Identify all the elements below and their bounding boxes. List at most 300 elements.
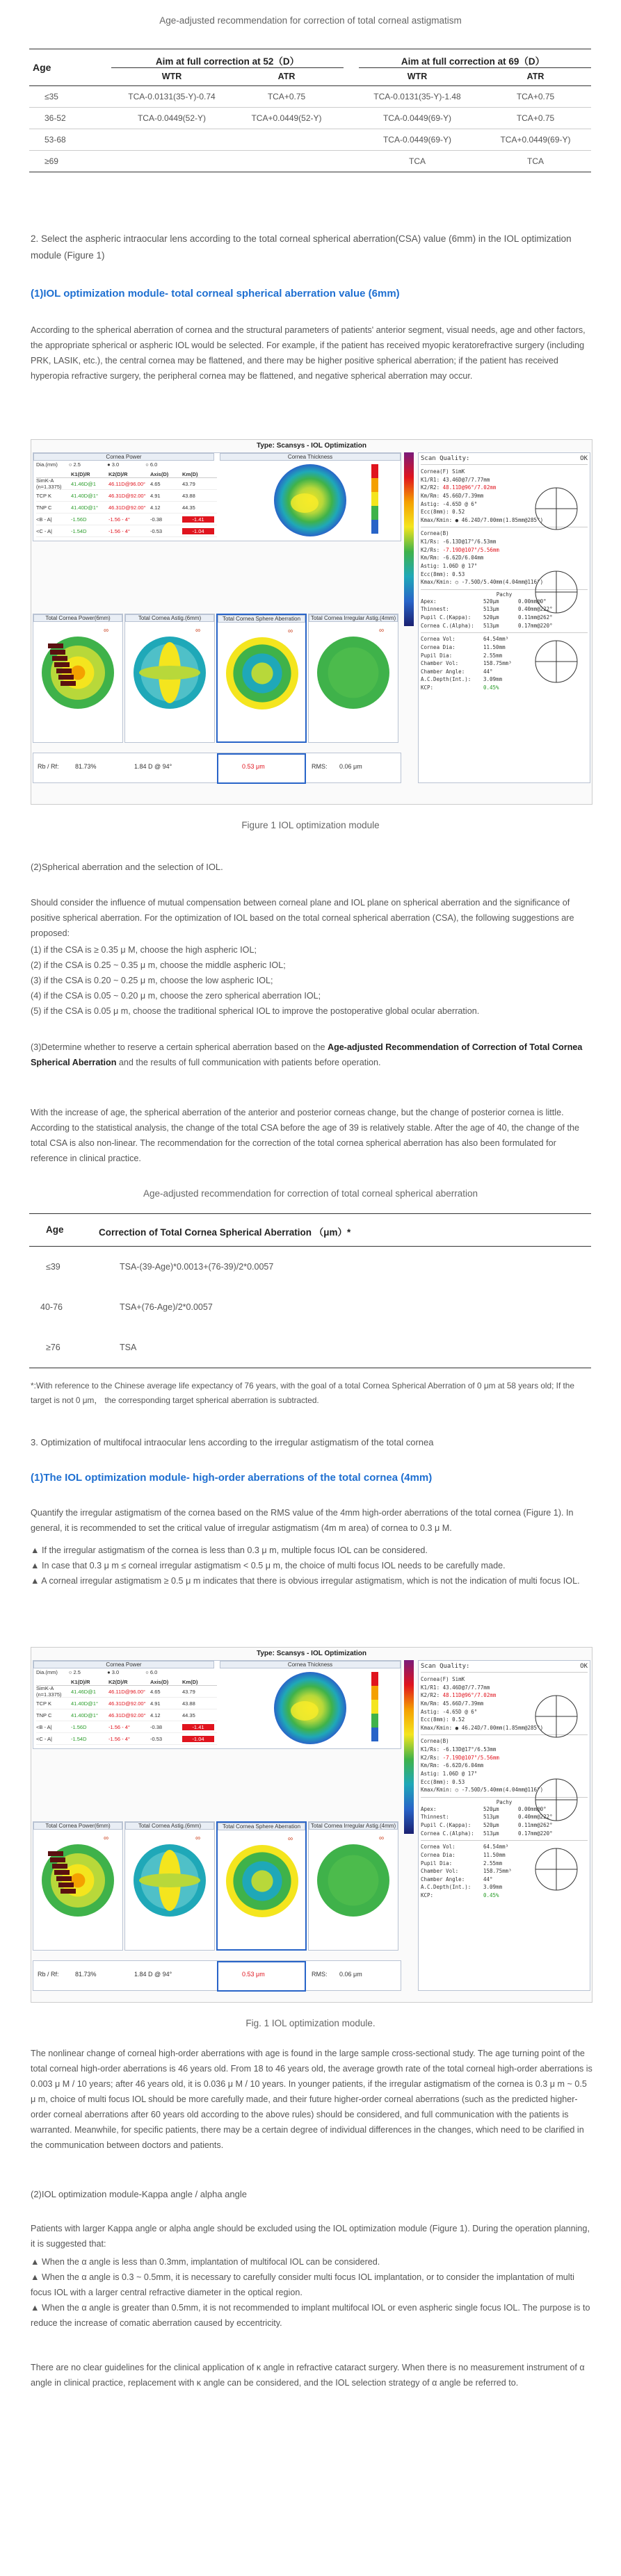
pattern-icon: ∞ — [104, 1835, 109, 1842]
cell: TCA+0.0449(69-Y) — [500, 135, 571, 145]
k2: 46.31D@92.00° — [108, 504, 146, 511]
rb-label: Rb / Rf: — [38, 763, 59, 770]
table1 — [29, 49, 591, 172]
info-value: 48.11D@96°/7.02mm — [442, 1692, 497, 1699]
map-graphic — [126, 624, 213, 728]
pattern-icon: ∞ — [288, 1835, 293, 1843]
axis: -0.38 — [150, 1723, 163, 1730]
k1: 41.40D@1° — [71, 492, 98, 499]
info-line — [421, 538, 588, 546]
table2-caption: Age-adjusted recommendation for correction of total corneal spherical aberration — [143, 1188, 478, 1199]
section-heading: (1)The IOL optimization module- high-order aberrations of the total cornea (4mm) — [31, 1472, 433, 1484]
bullet-list — [31, 1543, 592, 1589]
cell: TCA — [527, 156, 544, 166]
k1: 41.40D@1° — [71, 1700, 98, 1707]
subheading: (2)IOL optimization module-Kappa angle / alpha angle — [31, 2189, 247, 2199]
info-value: -6.62D/6.04mm — [442, 555, 484, 561]
info-value: 1.06D @ 17° — [442, 562, 478, 569]
info-value: -6.13D@17°/6.53mm — [442, 1746, 497, 1753]
cell-age: 53-68 — [45, 135, 66, 145]
astig-value: 1.84 D @ 94° — [134, 763, 172, 770]
k2: -1.56 ‑ 4° — [108, 1735, 130, 1742]
cell: TCA-0.0449(52-Y) — [137, 113, 207, 123]
bullet-list — [31, 2254, 592, 2331]
row-label: SimK-A (n=1.3375) — [36, 1685, 62, 1698]
list-item: (4) if the CSA is 0.05 ~ 0.20 μ m, choose the zero spherical aberration IOL; — [31, 991, 321, 1001]
map-title: Total Cornea Astig.(6mm) — [125, 614, 214, 622]
info-value: 0.17mm@220° — [518, 622, 553, 629]
info-key: Thinnest: — [421, 1814, 449, 1821]
paragraph: Patients with larger Kappa angle or alpha angle should be excluded using the IOL optimization module (Figure 1). During the operation planning, it is suggested that: — [31, 2224, 590, 2249]
rb-label: Rb / Rf: — [38, 1971, 59, 1978]
info-value: -4.65D @ 6° — [442, 1708, 478, 1715]
info-value: 0.00mm@0° — [518, 598, 547, 605]
pattern-icon: ∞ — [195, 1835, 201, 1842]
map-title: Total Cornea Astig.(6mm) — [125, 1822, 214, 1830]
table2-h2: Correction of Total Cornea Spherical Aberration （μm）* — [99, 1227, 351, 1238]
info-key: K1/Rs: — [421, 1746, 440, 1753]
text: and the results of full communication with patients before operation. — [116, 1058, 381, 1068]
thickness-panel — [220, 1661, 401, 1748]
table2-row — [29, 1287, 591, 1327]
k2: -1.56 ‑ 4° — [108, 516, 130, 523]
map-graphic — [309, 1832, 397, 1936]
list-item: (5) if the CSA is 0.05 μ m, choose the traditional spherical IOL to improve the postoperative global ocular aberration. — [31, 1006, 480, 1017]
power-row — [36, 502, 217, 514]
thickness-map — [220, 1669, 401, 1747]
info-line — [421, 468, 588, 476]
info-key: Kmax/Kmin: — [421, 516, 453, 523]
info-value: 11.50mm — [483, 1851, 506, 1858]
info-key: Ecc(8mm): — [421, 509, 449, 516]
k2: 46.31D@92.00° — [108, 1712, 146, 1718]
info-key: Pupil Dia: — [421, 1860, 453, 1867]
info-value: 11.50mm — [483, 643, 506, 650]
cell-age: ≥69 — [45, 156, 58, 166]
rms-value: 0.06 μm — [339, 763, 362, 770]
info-value: 64.54mm³ — [483, 636, 509, 643]
info-key: K2/R2: — [421, 484, 440, 491]
info-line — [421, 1675, 588, 1684]
map-graphic — [218, 1832, 306, 1937]
info-key: Pupil C.(Kappa): — [421, 614, 471, 621]
col-header: Axis(D) — [150, 471, 169, 477]
table1-wtr1: WTR — [161, 72, 182, 81]
row-label: <B - A| — [36, 1723, 52, 1730]
info-value: ● 46.24D/7.00mm(1.85mm@285°) — [455, 1724, 544, 1731]
cell: TCA-0.0449(69-Y) — [382, 113, 452, 123]
table1-group1: Aim at full correction at 52（D） — [155, 56, 300, 67]
info-value: 520μm — [483, 1822, 499, 1828]
rms-label: RMS: — [312, 1971, 328, 1978]
text: (3)Determine whether to reserve a certain spherical aberration based on the — [31, 1042, 328, 1052]
col-header: Km(D) — [182, 1679, 198, 1685]
info-line — [421, 1830, 588, 1838]
info-key: Kmax/Kmin: — [421, 1787, 453, 1794]
info-value: 158.75mm³ — [483, 1868, 512, 1875]
info-key: Cornea(B) — [421, 530, 449, 537]
table2-h1: Age — [46, 1224, 64, 1235]
aberration-map — [216, 1821, 307, 1951]
row-label: TNP C — [36, 1712, 52, 1718]
k1: 41.40D@1° — [71, 1712, 98, 1718]
info-value: 3.09mm — [483, 676, 503, 683]
axis-diagram — [529, 634, 584, 689]
rb-value: 81.73% — [75, 1971, 97, 1978]
summary-row — [33, 1960, 401, 1991]
info-key: Pupil Dia: — [421, 652, 453, 659]
row-label: <C - A| — [36, 1735, 52, 1742]
row-label: TCP K — [36, 1700, 51, 1707]
power-table — [36, 1679, 217, 1745]
table1-atr2: ATR — [526, 72, 545, 81]
cell: TSA — [120, 1343, 137, 1352]
power-row — [36, 1698, 217, 1709]
paragraph: There are no clear guidelines for the clinical application of κ angle in refractive cataract surgery. When there is no measurement instrument of α angle in clinical practice, replacement with κ angle can be considered, and the IOL selection strategy of α angle be referred to. — [31, 2363, 585, 2388]
section-heading: (1)IOL optimization module- total corneal spherical aberration value (6mm) — [31, 288, 400, 300]
info-value: 513μm — [483, 606, 499, 613]
color-scale — [404, 452, 414, 626]
cell: TSA+(76-Age)/2*0.0057 — [120, 1302, 213, 1312]
info-key: K2/Rs: — [421, 546, 440, 553]
info-value: 158.75mm³ — [483, 660, 512, 667]
table1-atr1: ATR — [277, 72, 296, 81]
row-label: TCP K — [36, 492, 51, 499]
list-item: (2) if the CSA is 0.25 ~ 0.35 μ m, choose the middle aspheric IOL; — [31, 960, 286, 971]
map-title: Total Cornea Power(6mm) — [33, 614, 122, 622]
table1-caption: Age-adjusted recommendation for correction of total corneal astigmatism — [159, 15, 462, 26]
cell: TSA-(39-Age)*0.0013+(76-39)/2*0.0057 — [120, 1262, 274, 1272]
info-key: Cornea(F) SimK — [421, 1676, 465, 1682]
table1-row — [29, 108, 591, 129]
aberration-map — [308, 614, 398, 743]
info-key: Cornea(F) SimK — [421, 468, 465, 475]
info-key: K1/R1: — [421, 1684, 440, 1691]
list-item: (1) if the CSA is ≥ 0.35 μ M, choose the high aspheric IOL; — [31, 945, 257, 955]
k2: 46.31D@92.00° — [108, 1700, 146, 1707]
scan-quality-label: Scan Quality: — [421, 1663, 470, 1670]
cell-age: ≤39 — [46, 1262, 61, 1272]
astig-value: 1.84 D @ 94° — [134, 1971, 172, 1978]
aberration-maps — [33, 1821, 401, 1951]
power-row — [36, 1721, 217, 1733]
info-line — [421, 1746, 588, 1754]
col-header: K2(D)/R — [108, 471, 128, 477]
info-key: Chamber Vol: — [421, 660, 459, 667]
color-scale — [404, 1660, 414, 1834]
info-key: Astig: — [421, 1770, 440, 1777]
col-header: Km(D) — [182, 471, 198, 477]
dia-value: 2.5 — [73, 1669, 81, 1675]
info-line — [421, 546, 588, 555]
info-line — [421, 554, 588, 562]
csa-list — [31, 942, 592, 1019]
axis: -0.53 — [150, 527, 163, 534]
dia-value: 3.0 — [111, 1669, 120, 1675]
info-value: 44° — [483, 1876, 493, 1882]
summary-row — [33, 753, 401, 783]
info-value: 0.52 — [452, 1716, 465, 1723]
map-graphic — [126, 1832, 213, 1936]
info-key: Cornea C.(Alpha): — [421, 622, 474, 629]
info-value: ○ -7.50D/5.40mm(4.04mm@116°) — [455, 579, 544, 586]
info-value: 0.11mm@262° — [518, 1822, 553, 1828]
paragraph: 3. Optimization of multifocal intraocular lens according to the irregular astigmatism of the total cornea — [31, 1437, 434, 1447]
km: -1.04 — [182, 1736, 214, 1742]
info-value: -6.13D@17°/6.53mm — [442, 539, 497, 545]
info-value: 48.11D@96°/7.02mm — [442, 484, 497, 491]
info-key: K1/R1: — [421, 476, 440, 483]
info-panel — [418, 1660, 590, 1991]
aberration-map — [33, 1821, 123, 1951]
map-title: Total Cornea Irregular Astig.(4mm) — [309, 1822, 398, 1830]
dia-selector[interactable] — [36, 1669, 157, 1675]
axis-diagram — [529, 481, 584, 536]
info-value: 2.55mm — [483, 1860, 503, 1867]
info-key: Kmax/Kmin: — [421, 1724, 453, 1731]
dia-value: 2.5 — [73, 461, 81, 468]
panel-header: Cornea Power — [33, 453, 214, 461]
rms-value: 0.06 μm — [339, 1971, 362, 1978]
axis: -0.38 — [150, 516, 163, 523]
info-key: Thinnest: — [421, 606, 449, 613]
axis: 4.65 — [150, 480, 161, 487]
dia-option[interactable]: ○ 6.0 — [145, 461, 158, 468]
axis-diagram — [529, 1772, 584, 1828]
list-item: ▲ When the α angle is 0.3 ~ 0.5mm, it is necessary to carefully consider multi focus IOL implantation, or to consider the implantation of multi focus IOL with a larger central refractive diameter in the optical region. — [31, 2272, 574, 2298]
table-note: *:With reference to the Chinese average life expectancy of 76 years, with the goal of a total Cornea Spherical Aberration of 0 μm at 58 years old; If the target is not 0 μm， the corresponding target spherical aberration is subtracted. — [31, 1381, 574, 1405]
k1: 41.40D@1° — [71, 504, 98, 511]
paragraph: Quantify the irregular astigmatism of the cornea based on the RMS value of the 4mm high-order aberrations of the total cornea (Figure 1). In general, it is recommended to set the critical value of irregular astigmatism (4m m area) of cornea to 0.3 μ M. — [31, 1508, 574, 1534]
table2-row — [29, 1327, 591, 1368]
dia-label: Dia.(mm) — [36, 461, 58, 468]
dia-option[interactable]: ○ 2.5 — [68, 1669, 81, 1675]
dia-option[interactable]: ● 3.0 — [107, 461, 120, 468]
info-key: Pupil C.(Kappa): — [421, 1822, 471, 1828]
aberration-map — [124, 614, 215, 743]
info-key: KCP: — [421, 684, 434, 691]
info-value: 0.45% — [483, 1892, 499, 1898]
scan-quality-value: OK — [580, 455, 588, 462]
k2: -1.56 ‑ 4° — [108, 1723, 130, 1730]
aberration-map — [33, 614, 123, 743]
sa-value: 0.53 μm — [242, 763, 265, 770]
dia-option[interactable]: ○ 6.0 — [145, 1669, 158, 1675]
table1-row — [29, 151, 591, 172]
table1-group2: Aim at full correction at 69（D） — [401, 56, 545, 67]
info-value: 45.66D/7.39mm — [442, 492, 484, 499]
list-item: ▲ In case that 0.3 μ m ≤ corneal irregular astigmatism < 0.5 μ m, the choice of multi focus IOL needs to be carefully made. — [31, 1561, 506, 1571]
paragraph: The nonlinear change of corneal high-order aberrations with age is found in the large sample cross-sectional study. The age turning point of the total corneal high-order aberrations is 46 years old. From 18 to 46 years old, the average growth rate of the total corneal high-order aberrations is 0.003 μ M / 10 years; after 46 years old, it is 0.036 μ M / 10 years. In younger patients, if the irregular astigmatism of the cornea is 0.3 μ m ~ 0.5 μ m, choice of multi focus IOL should be more carefully made, and their future higher-order corneal aberrations (such as the predicted higher-order corneal aberrations after 60 years old according to the above rules) should be considered, and full communication with the patients is warranted. Meanwhile, for specific patients, there may be a certain degree of individual differences in the changes, which need to be clarified in the communication between doctors and patients. — [31, 2049, 592, 2151]
info-value: 0.53 — [452, 571, 465, 577]
info-value: 44° — [483, 668, 493, 675]
cell: TCA — [409, 156, 426, 166]
figure-title: Type: Scansys - IOL Optimization — [257, 442, 366, 450]
rms-label: RMS: — [312, 763, 328, 770]
axis-diagram — [529, 1841, 584, 1897]
info-value: 0.40mm@222° — [518, 1814, 553, 1821]
info-key: Ecc(8mm): — [421, 571, 449, 577]
cell-age: 36-52 — [45, 113, 66, 123]
aberration-map — [308, 1821, 398, 1951]
axis: 4.65 — [150, 1688, 161, 1695]
info-value: -6.62D/6.04mm — [442, 1762, 484, 1769]
info-key: A.C.Depth(Int.): — [421, 1884, 471, 1891]
axis: 4.12 — [150, 1712, 161, 1718]
table2 — [29, 1213, 591, 1368]
info-value: 520μm — [483, 614, 499, 621]
row-label: <B - A| — [36, 516, 52, 523]
info-key: Astig: — [421, 1708, 440, 1715]
table1-row — [29, 129, 591, 150]
list-item: ▲ When the α angle is less than 0.3mm, implantation of multifocal IOL can be considered. — [31, 2257, 380, 2267]
km: -1.41 — [182, 1724, 214, 1730]
iol-figure — [31, 439, 592, 805]
dia-option[interactable]: ○ 2.5 — [68, 461, 81, 468]
map-title: Total Cornea Power(6mm) — [33, 1822, 122, 1830]
pattern-icon: ∞ — [288, 627, 293, 635]
k1: 41.46D@1 — [71, 1688, 96, 1695]
info-value: 64.54mm³ — [483, 1844, 509, 1851]
axis-diagram — [529, 1689, 584, 1744]
pachy-header: Pachy — [421, 1797, 588, 1805]
info-key: Apex: — [421, 1805, 437, 1812]
k1: -1.56D — [71, 516, 87, 523]
panel-header: Cornea Power — [33, 1661, 214, 1668]
info-value: ● 46.24D/7.00mm(1.85mm@285°) — [455, 516, 544, 523]
km: -1.04 — [182, 528, 214, 534]
axis: 4.12 — [150, 504, 161, 511]
col-header: K1(D)/R — [71, 1679, 90, 1685]
row-label: <C - A| — [36, 527, 52, 534]
cell: TCA-0.0131(35-Y)-1.48 — [373, 92, 461, 101]
table1-row — [29, 86, 591, 107]
info-value: -7.19D@107°/5.56mm — [442, 546, 499, 553]
km: 43.88 — [182, 492, 195, 499]
bold-text: Age-adjusted Recommendation of Correction of Total Cornea Spherical Aberration — [31, 1042, 583, 1068]
cell-age: ≥76 — [46, 1343, 61, 1352]
row-label: SimK-A (n=1.3375) — [36, 477, 62, 490]
info-value: -4.65D @ 6° — [442, 500, 478, 507]
cell: TCA+0.0449(52-Y) — [251, 113, 322, 123]
info-value: 0.45% — [483, 684, 499, 691]
axis: 4.91 — [150, 492, 161, 499]
map-graphic — [34, 624, 122, 728]
info-value: 513μm — [483, 1830, 499, 1837]
info-key: Km/Rm: — [421, 1700, 440, 1707]
km: -1.41 — [182, 516, 214, 523]
info-value: 513μm — [483, 622, 499, 629]
cell: TCA-0.0449(69-Y) — [382, 135, 452, 145]
info-value: 1.06D @ 17° — [442, 1770, 478, 1777]
info-key: Chamber Vol: — [421, 1868, 459, 1875]
col-header: Axis(D) — [150, 1679, 169, 1685]
info-value: 0.11mm@262° — [518, 614, 553, 621]
axis-diagram — [529, 564, 584, 620]
power-row — [36, 1686, 217, 1698]
info-key: Km/Rm: — [421, 1762, 440, 1769]
info-panel — [418, 452, 590, 783]
panel-header: Cornea Thickness — [220, 1661, 401, 1668]
k2: 46.11D@96.00° — [108, 480, 146, 487]
info-key: Cornea C.(Alpha): — [421, 1830, 474, 1837]
scan-quality-value: OK — [580, 1663, 588, 1670]
info-key: Ecc(8mm): — [421, 1716, 449, 1723]
info-value: 0.17mm@220° — [518, 1830, 553, 1837]
power-row — [36, 1709, 217, 1721]
map-title: Total Cornea Sphere Aberration — [218, 615, 305, 623]
power-row — [36, 525, 217, 537]
pattern-icon: ∞ — [104, 627, 109, 634]
dia-value: 6.0 — [150, 1669, 158, 1675]
cornea-power-panel — [33, 452, 401, 541]
map-graphic — [218, 625, 306, 729]
map-graphic — [34, 1832, 122, 1936]
pattern-icon: ∞ — [379, 1835, 385, 1842]
info-key: Astig: — [421, 562, 440, 569]
cell-age: ≤35 — [45, 92, 58, 101]
k2: 46.31D@92.00° — [108, 492, 146, 499]
power-row — [36, 1733, 217, 1745]
aberration-map — [124, 1821, 215, 1951]
info-value: 0.53 — [452, 1778, 465, 1785]
km: 43.88 — [182, 1700, 195, 1707]
info-value: 520μm — [483, 598, 499, 605]
info-key: Cornea Dia: — [421, 643, 455, 650]
list-item: (3) if the CSA is 0.20 ~ 0.25 μ m, choose the low aspheric IOL; — [31, 976, 273, 986]
info-value: 0.40mm@222° — [518, 606, 553, 613]
figure-caption: Fig. 1 IOL optimization module. — [245, 2018, 376, 2028]
pattern-icon: ∞ — [379, 627, 385, 634]
info-value: 43.46D@7/7.77mm — [442, 476, 490, 483]
info-key: Cornea(B) — [421, 1738, 449, 1745]
figure-title: Type: Scansys - IOL Optimization — [257, 1650, 366, 1657]
pattern-icon: ∞ — [195, 627, 201, 634]
info-key: Chamber Angle: — [421, 668, 465, 675]
k1: 41.46D@1 — [71, 480, 96, 487]
panel-header: Cornea Thickness — [220, 453, 401, 461]
info-key: Apex: — [421, 598, 437, 605]
power-table — [36, 471, 217, 537]
info-key: Ecc(8mm): — [421, 1778, 449, 1785]
k1: -1.56D — [71, 1723, 87, 1730]
dia-selector[interactable] — [36, 461, 157, 468]
info-value: 3.09mm — [483, 1884, 503, 1891]
cell-age: 40-76 — [40, 1302, 63, 1312]
cell: TCA-0.0131(35-Y)-0.74 — [128, 92, 216, 101]
aberration-maps — [33, 614, 401, 743]
info-key: A.C.Depth(Int.): — [421, 676, 471, 683]
info-key: Cornea Dia: — [421, 1851, 455, 1858]
list-item: ▲ If the irregular astigmatism of the cornea is less than 0.3 μ m, multiple focus IOL can be considered. — [31, 1545, 428, 1555]
dia-value: 3.0 — [111, 461, 120, 468]
info-key: K2/Rs: — [421, 1754, 440, 1761]
info-line — [421, 1762, 588, 1770]
cell: TCA+0.75 — [516, 92, 555, 101]
info-key: K1/Rs: — [421, 539, 440, 545]
info-value: ○ -7.50D/5.40mm(4.04mm@116°) — [455, 1787, 544, 1794]
sa-value: 0.53 μm — [242, 1971, 265, 1978]
info-value: 520μm — [483, 1805, 499, 1812]
info-key: K2/R2: — [421, 1692, 440, 1699]
paragraph: According to the spherical aberration of cornea and the structural parameters of patients' anterior segment, visual needs, age and other factors, the appropriate spherical or aspheric IOL would be selected. For example, if the patient has received myopic keratorefractive surgery (including PRK, LASIK, etc.), the central cornea may be flattened, and there may be higher positive spherical aberration; if the patient has received hyperopia refractive surgery, the peripheral cornea may be flattened, and negative spherical aberration may occur. — [31, 325, 586, 382]
power-row — [36, 490, 217, 502]
dia-option[interactable]: ● 3.0 — [107, 1669, 120, 1675]
info-value: 2.55mm — [483, 652, 503, 659]
subheading: (2)Spherical aberration and the selection of IOL. — [31, 862, 223, 872]
table1-wtr2: WTR — [407, 72, 428, 81]
dia-label: Dia.(mm) — [36, 1669, 58, 1675]
